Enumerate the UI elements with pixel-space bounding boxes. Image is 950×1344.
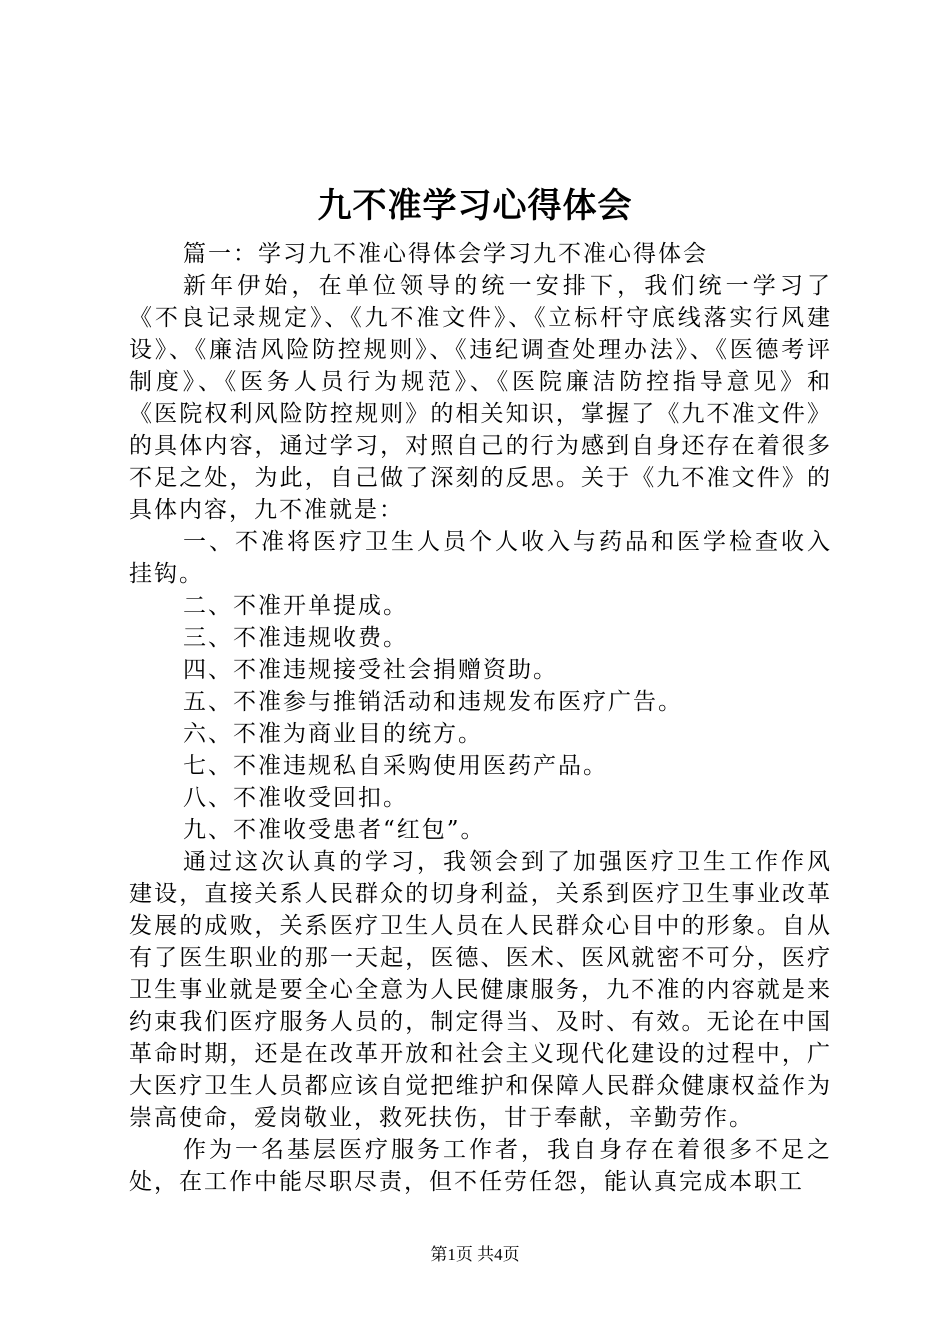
body-paragraph: 新年伊始，在单位领导的统一安排下，我们统一学习了《不良记录规定》、《九不准文件》、《立标杆守底线落实行风建设》、《廉洁风险防控规则》、《违纪调查处理办法》、《医德考评制度》、《医务人员行为规范》、《医院廉洁防控指导意见》和《医院权利风险防控规则》的相关知识，掌握了《九不准文件》的具体内容，通过学习，对照自己的行为感到自身还存在着很多不足之处，为此，自己做了深刻的反思。关于《九不准文件》的具体内容，九不准就是： [129,273,832,523]
document-body [129,238,832,1198]
rule-item: 二、不准开单提成。 [183,593,408,619]
rule-item: 八、不准收受回扣。 [183,785,408,811]
rule-item: 六、不准为商业目的统方。 [183,721,483,747]
body-paragraph: 通过这次认真的学习，我领会到了加强医疗卫生工作作风建设，直接关系人民群众的切身利益，关系到医疗卫生事业改革发展的成败，关系医疗卫生人员在人民群众心目中的形象。自从有了医生职业的那一天起，医德、医术、医风就密不可分，医疗卫生事业就是要全心全意为人民健康服务，九不准的内容就是来约束我们医疗服务人员的，制定得当、及时、有效。无论在中国革命时期，还是在改革开放和社会主义现代化建设的过程中，广大医疗卫生人员都应该自觉把维护和保障人民群众健康权益作为崇高使命，爱岗敬业，救死扶伤，甘于奉献，辛勤劳作。 [129,849,832,1131]
rule-item: 五、不准参与推销活动和违规发布医疗广告。 [183,689,683,715]
rule-item: 一、不准将医疗卫生人员个人收入与药品和医学检查收入挂钩。 [129,529,832,587]
rule-item: 七、不准违规私自采购使用医药产品。 [183,753,608,779]
rule-item: 四、不准违规接受社会捐赠资助。 [183,657,558,683]
rule-item: 九、不准收受患者“红包”。 [183,817,486,843]
body-paragraph: 作为一名基层医疗服务工作者，我自身存在着很多不足之处，在工作中能尽职尽责，但不任劳任怨，能认真完成本职工 [129,1137,832,1195]
section-heading: 篇一：学习九不准心得体会学习九不准心得体会 [183,241,708,267]
document-title: 九不准学习心得体会 [317,186,633,226]
page-footer: 第1页 共4页 [430,1245,520,1264]
rule-item: 三、不准违规收费。 [183,625,408,651]
